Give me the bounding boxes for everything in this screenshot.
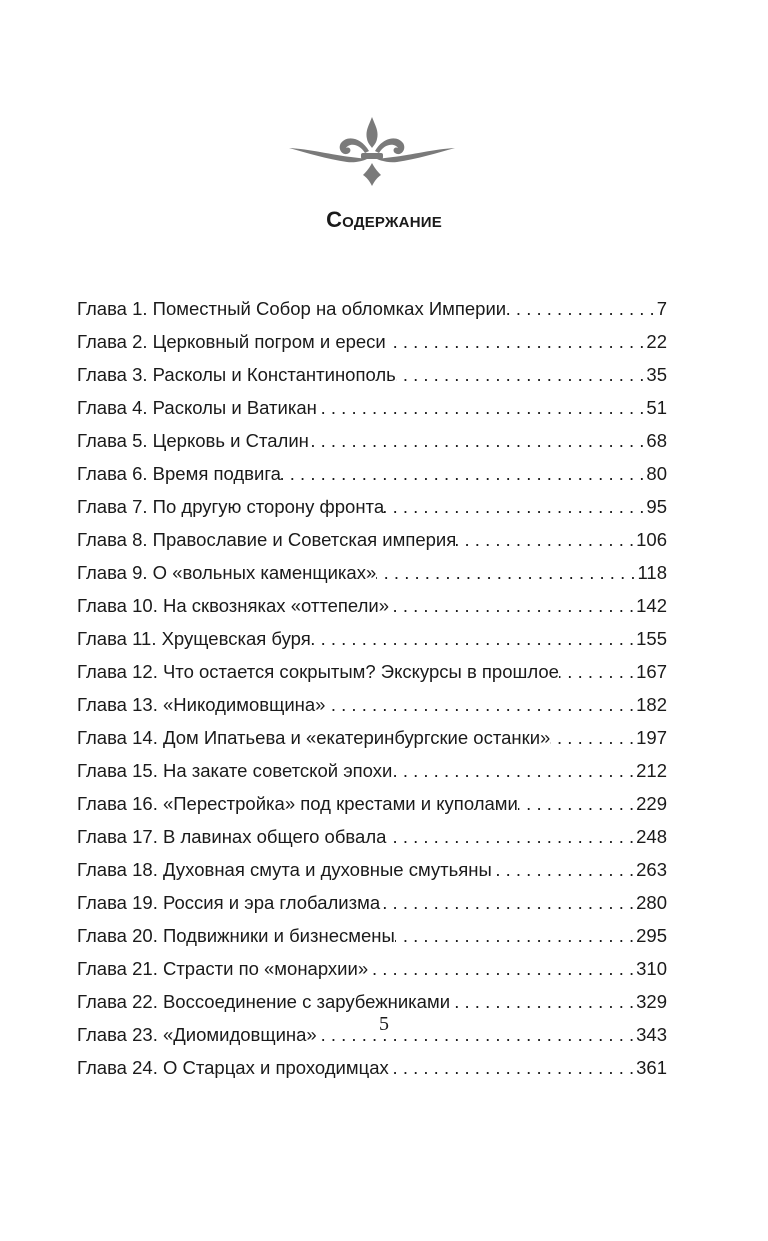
- toc-dot-leader: [325, 691, 634, 719]
- toc-entry: [77, 328, 667, 361]
- toc-entry: [77, 790, 667, 823]
- toc-entry-title: Глава 13. «Никодимовщина»: [77, 694, 326, 715]
- toc-entry-page: 22: [646, 331, 667, 352]
- toc-entry: [77, 889, 667, 922]
- toc-dot-leader: [550, 724, 634, 752]
- toc-entry-page: 80: [646, 463, 667, 484]
- toc-entry-page: 229: [636, 793, 667, 814]
- toc-entry-page: 95: [646, 496, 667, 517]
- toc-entry-title: Глава 17. В лавинах общего обвала: [77, 826, 387, 847]
- toc-entry-title: Глава 14. Дом Ипатьева и «екатеринбургские останки»: [77, 727, 551, 748]
- toc-entry: [77, 955, 667, 988]
- toc-entry-page: 51: [646, 397, 667, 418]
- toc-entry-page: 343: [636, 1024, 667, 1045]
- toc-dot-leader: [506, 295, 655, 323]
- toc-entry: [77, 1054, 667, 1087]
- toc-entry: [77, 922, 667, 955]
- toc-dot-leader: [456, 526, 634, 554]
- toc-entry-title: Глава 9. О «вольных каменщиках»: [77, 562, 377, 583]
- toc-dot-leader: [389, 592, 634, 620]
- toc-dot-leader: [368, 955, 634, 983]
- toc-entry: [77, 295, 667, 328]
- toc-entry-title: Глава 10. На сквозняках «оттепели»: [77, 595, 390, 616]
- toc-dot-leader: [386, 823, 634, 851]
- toc-entry-title: Глава 1. Поместный Собор на обломках Империи: [77, 298, 507, 319]
- toc-entry-page: 263: [636, 859, 667, 880]
- toc-dot-leader: [309, 427, 645, 455]
- toc-entry: [77, 427, 667, 460]
- toc-entry: [77, 757, 667, 790]
- toc-entry-page: 248: [636, 826, 667, 847]
- toc-entry-page: 167: [636, 661, 667, 682]
- toc-entry: [77, 526, 667, 559]
- toc-entry: [77, 394, 667, 427]
- toc-entry: [77, 625, 667, 658]
- toc-dot-leader: [281, 460, 644, 488]
- toc-dot-leader: [559, 658, 634, 686]
- toc-dot-leader: [396, 361, 645, 389]
- toc-entry-page: 212: [636, 760, 667, 781]
- fleur-de-lis-ornament-icon: [289, 115, 455, 187]
- table-of-contents: [77, 295, 667, 1087]
- toc-dot-leader: [376, 559, 635, 587]
- toc-dot-leader: [392, 757, 634, 785]
- toc-entry-page: 142: [636, 595, 667, 616]
- toc-entry: [77, 691, 667, 724]
- toc-entry-page: 361: [636, 1057, 667, 1078]
- toc-dot-leader: [317, 394, 645, 422]
- page-title: Содержание: [326, 207, 442, 232]
- toc-entry-title: Глава 15. На закате советской эпохи: [77, 760, 393, 781]
- toc-entry-title: Глава 6. Время подвига: [77, 463, 281, 484]
- toc-entry: [77, 361, 667, 394]
- toc-entry-title: Глава 11. Хрущевская буря: [77, 628, 311, 649]
- toc-entry-title: Глава 5. Церковь и Сталин: [77, 430, 309, 451]
- toc-entry-title: Глава 3. Расколы и Константинополь: [77, 364, 396, 385]
- toc-dot-leader: [492, 856, 634, 884]
- toc-entry-title: Глава 18. Духовная смута и духовные смутьяны: [77, 859, 492, 880]
- toc-entry: [77, 724, 667, 757]
- toc-dot-leader: [389, 1054, 634, 1082]
- toc-entry-title: Глава 7. По другую сторону фронта: [77, 496, 385, 517]
- toc-entry-title: Глава 4. Расколы и Ватикан: [77, 397, 317, 418]
- page-number: 5: [379, 1013, 389, 1035]
- toc-entry-page: 329: [636, 991, 667, 1012]
- toc-dot-leader: [311, 625, 634, 653]
- toc-dot-leader: [450, 988, 634, 1016]
- toc-entry-page: 106: [636, 529, 667, 550]
- toc-entry-title: Глава 8. Православие и Советская империя: [77, 529, 457, 550]
- toc-entry-page: 7: [656, 298, 667, 319]
- toc-entry: [77, 856, 667, 889]
- toc-entry: [77, 658, 667, 691]
- toc-entry-title: Глава 12. Что остается сокрытым? Экскурсы в прошлое: [77, 661, 559, 682]
- toc-entry-page: 68: [646, 430, 667, 451]
- toc-entry-title: Глава 22. Воссоединение с зарубежниками: [77, 991, 451, 1012]
- toc-dot-leader: [518, 790, 634, 818]
- toc-entry-title: Глава 16. «Перестройка» под крестами и куполами: [77, 793, 518, 814]
- toc-dot-leader: [386, 328, 645, 356]
- toc-entry-page: 118: [637, 562, 667, 583]
- toc-entry-title: Глава 20. Подвижники и бизнесмены: [77, 925, 395, 946]
- toc-entry-page: 155: [636, 628, 667, 649]
- toc-entry-title: Глава 21. Страсти по «монархии»: [77, 958, 369, 979]
- toc-entry: [77, 493, 667, 526]
- toc-entry-title: Глава 19. Россия и эра глобализма: [77, 892, 381, 913]
- toc-entry-page: 280: [636, 892, 667, 913]
- toc-entry-page: 310: [636, 958, 667, 979]
- toc-dot-leader: [380, 889, 634, 917]
- toc-entry-page: 35: [646, 364, 667, 385]
- toc-entry-page: 295: [636, 925, 667, 946]
- toc-entry-title: Глава 23. «Диомидовщина»: [77, 1024, 317, 1045]
- toc-entry-page: 182: [636, 694, 667, 715]
- toc-entry: [77, 460, 667, 493]
- toc-dot-leader: [384, 493, 644, 521]
- toc-entry-page: 197: [636, 727, 667, 748]
- toc-entry: [77, 592, 667, 625]
- toc-entry-title: Глава 2. Церковный погром и ереси: [77, 331, 386, 352]
- toc-dot-leader: [395, 922, 634, 950]
- toc-entry-title: Глава 24. О Старцах и проходимцах: [77, 1057, 389, 1078]
- toc-entry: [77, 823, 667, 856]
- toc-entry: [77, 559, 667, 592]
